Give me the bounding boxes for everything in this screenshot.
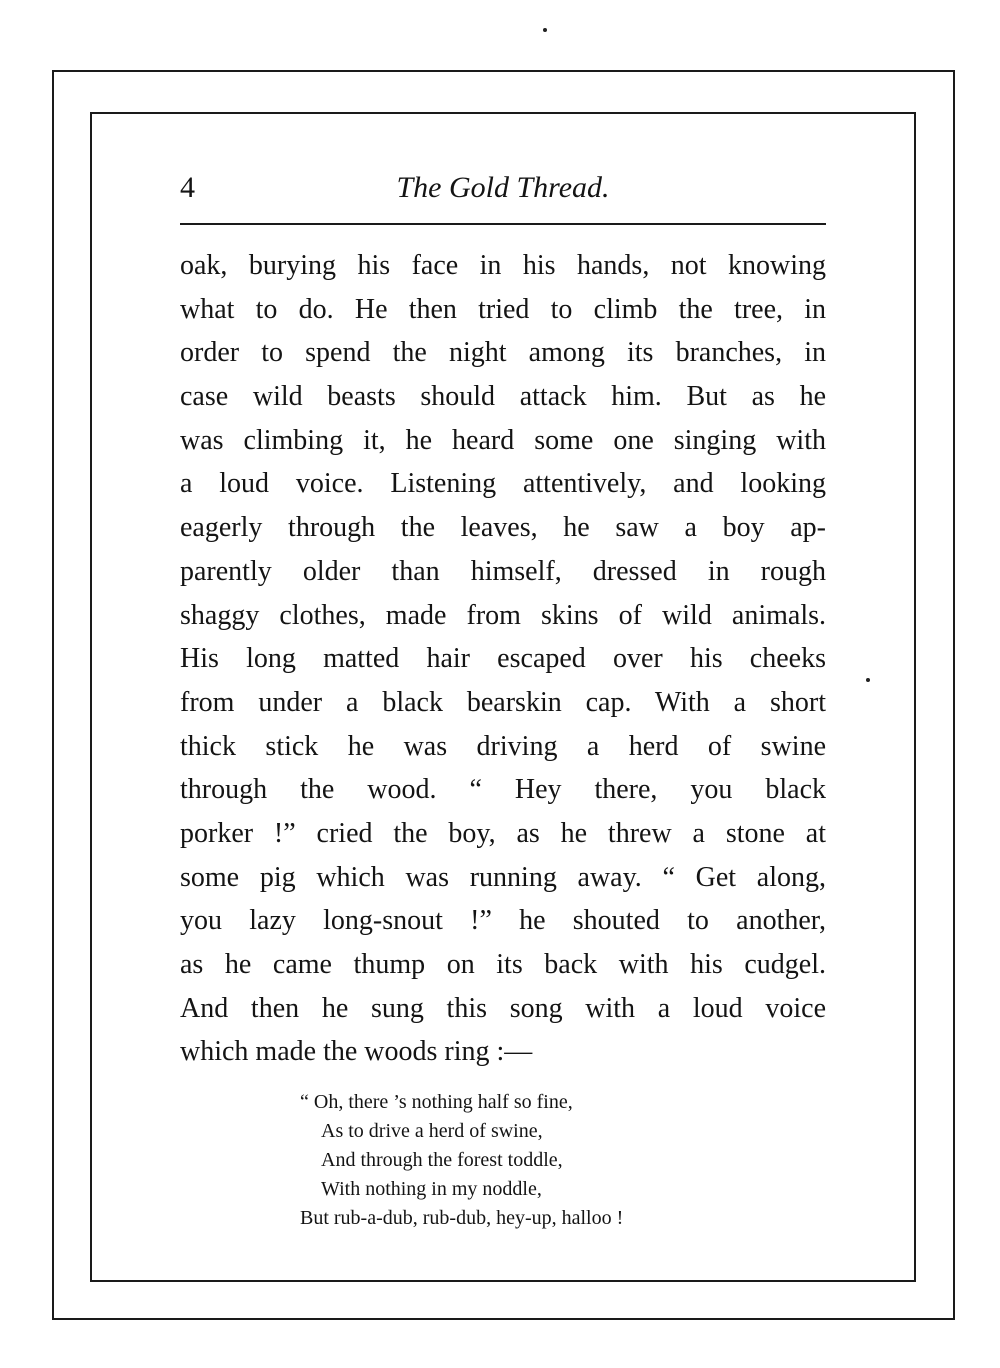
text-line: from under a black bearskin cap. With a short [180,686,826,718]
text-line: And then he sung this song with a loud voice [180,992,826,1024]
text-line: porker !” cried the boy, as he threw a stone at [180,817,826,849]
text-line: His long matted hair escaped over his cheeks [180,643,826,675]
text-line: eagerly through the leaves, he saw a boy ap- [180,512,826,544]
page-number: 4 [180,171,195,204]
page-header [180,166,826,216]
ink-speck [866,678,870,682]
text-line: parently older than himself, dressed in rough [180,555,826,587]
text-line: case wild beasts should attack him. But as he [180,381,826,413]
text-line: what to do. He then tried to climb the tree, in [180,293,826,325]
ink-speck [543,28,547,32]
poem-stanza [300,1088,740,1233]
header-rule [180,223,826,225]
text-line: some pig which was running away. “ Get along, [180,861,826,893]
poem-line: As to drive a herd of swine, [321,1120,543,1142]
running-title: The Gold Thread. [396,171,610,204]
text-line: as he came thump on its back with his cudgel. [180,949,826,980]
text-line: shaggy clothes, made from skins of wild animals. [180,599,826,631]
body-paragraph [180,244,826,1074]
poem-line: And through the forest toddle, [321,1149,563,1171]
text-line: order to spend the night among its branches, in [180,337,826,369]
text-line: you lazy long-snout !” he shouted to another, [180,905,826,937]
text-line: oak, burying his face in his hands, not knowing [180,250,826,281]
poem-line: But rub-a-dub, rub-dub, hey-up, halloo ! [300,1207,624,1229]
text-line: which made the woods ring :— [180,1036,533,1068]
text-line: through the wood. “ Hey there, you black [180,774,826,806]
text-line: was climbing it, he heard some one singing with [180,424,826,456]
poem-line: “ Oh, there ’s nothing half so fine, [300,1091,573,1113]
poem-line: With nothing in my noddle, [321,1178,542,1200]
text-line: thick stick he was driving a herd of swine [180,730,826,762]
text-line: a loud voice. Listening attentively, and looking [180,468,826,500]
